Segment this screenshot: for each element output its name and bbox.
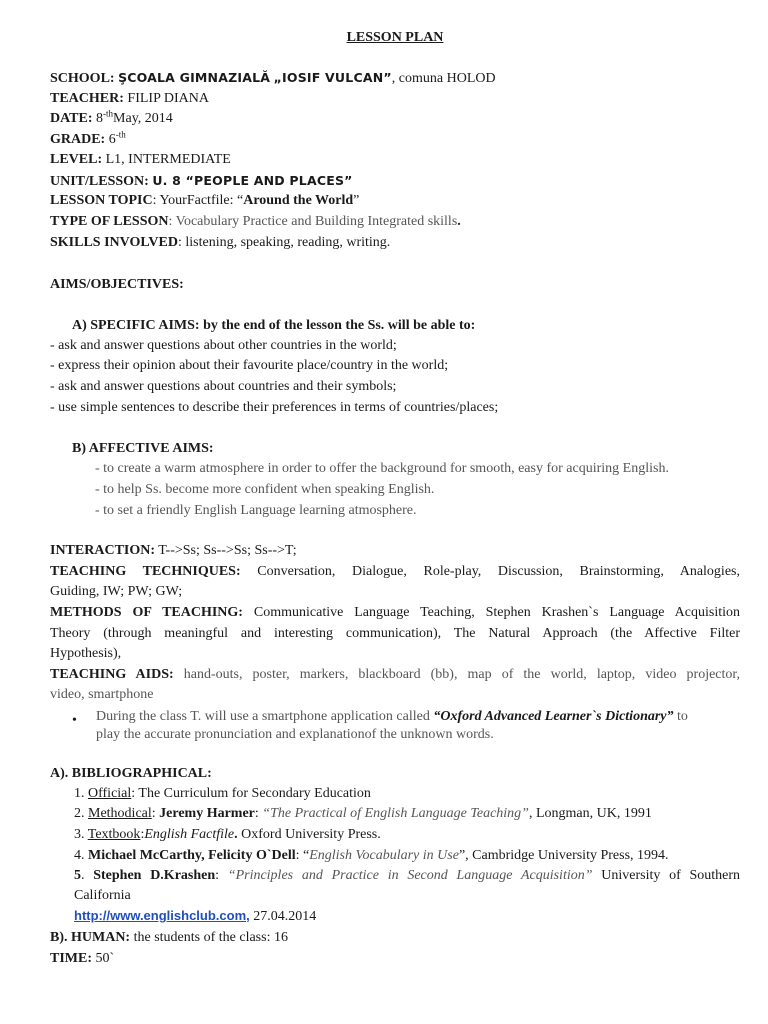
affective-aim-item: - to create a warm atmosphere in order to offer the background for smooth, easy for acquiring English. xyxy=(95,461,669,476)
school-quoted-name: „IOSIF VULCAN” xyxy=(273,70,392,85)
bib-title: “The Practical of English Language Teaching” xyxy=(262,806,529,821)
page-title: LESSON PLAN xyxy=(346,30,444,45)
methods-line-2: Theory (through meaningful and interesting communication), The Natural Approach (the Affective Filter xyxy=(50,626,740,641)
techniques-line-2: Guiding, IW; PW; GW; xyxy=(50,584,183,599)
aids-line-1 xyxy=(50,666,740,684)
aids-label: TEACHING AIDS: xyxy=(50,667,174,682)
bib-text: : The Curriculum for Secondary Education xyxy=(131,786,371,801)
bibliography-item-2 xyxy=(74,805,652,823)
lesson-type-line xyxy=(50,213,461,231)
bibliography-item-1 xyxy=(74,785,371,803)
bib-author: Stephen D.Krashen xyxy=(93,868,216,883)
aims-heading-text: AIMS/OBJECTIVES: xyxy=(50,277,184,292)
bib-number: 5 xyxy=(74,868,81,883)
techniques-text-1: Conversation, Dialogue, Role-play, Discussion, Brainstorming, Analogies, xyxy=(257,564,740,579)
specific-aims-heading-text: A) SPECIFIC AIMS: by the end of the lesson the Ss. will be able to: xyxy=(72,318,476,333)
affective-aim-item: - to set a friendly English Language learning atmosphere. xyxy=(95,503,417,518)
aids-text-1: hand-outs, poster, markers, blackboard (bb), map of the world, laptop, video projector, xyxy=(183,667,741,682)
school-label: SCHOOL: xyxy=(50,71,115,86)
school-line xyxy=(50,69,496,88)
grade-superscript: -th xyxy=(115,129,126,140)
techniques-label: TEACHING TECHNIQUES: xyxy=(50,564,241,579)
topic-bold: Around the World xyxy=(243,193,354,208)
unit-value: U. 8 “PEOPLE AND PLACES” xyxy=(152,173,353,188)
human-label: B). HUMAN: xyxy=(50,930,131,945)
bib-category: Methodical xyxy=(88,806,152,821)
bib-separator: . xyxy=(234,827,238,842)
specific-aim-item: - ask and answer questions about countries and their symbols; xyxy=(50,379,397,394)
bib-separator: : “ xyxy=(295,848,310,863)
bib-title: “Principles and Practice in Second Language Acquisition” xyxy=(227,868,593,883)
lesson-type-label: TYPE OF LESSON xyxy=(50,214,169,229)
teacher-value: FILIP DIANA xyxy=(127,91,209,106)
methods-text-1: Communicative Language Teaching, Stephen Krashen`s Language Acquisition xyxy=(253,605,740,620)
time-value: 50` xyxy=(92,951,115,966)
aids-bullet-app-name: “Oxford Advanced Learner`s Dictionary” xyxy=(433,709,674,724)
aids-bullet-line-1 xyxy=(96,708,688,726)
date-rest: May, 2014 xyxy=(113,111,173,126)
bibliography-item-4 xyxy=(74,847,669,865)
bib-author: Michael McCarthy, Felicity O`Dell xyxy=(88,848,296,863)
bib-number: 2. xyxy=(74,806,88,821)
bibliography-item-5 xyxy=(74,867,740,885)
bib-publisher: University of Southern xyxy=(592,868,741,883)
bib-category: Textbook xyxy=(87,827,141,842)
bib-publisher: Oxford University Press. xyxy=(237,827,381,842)
bib-publisher: ”, Cambridge University Press, 1994. xyxy=(458,848,669,863)
methods-label: METHODS OF TEACHING: xyxy=(50,605,243,620)
human-line xyxy=(50,929,288,947)
bib-number: 1. xyxy=(74,786,88,801)
grade-label: GRADE: xyxy=(50,132,106,147)
bibliography-item-5-line-2: California xyxy=(74,888,131,903)
aids-bullet-line-2: play the accurate pronunciation and explanationof the unknown words. xyxy=(96,727,494,742)
bullet-icon: • xyxy=(72,713,77,728)
grade-value: 6 xyxy=(108,132,116,147)
specific-aim-item: - express their opinion about their favourite place/country in the world; xyxy=(50,358,449,373)
bibliography-link-line xyxy=(74,907,316,926)
topic-line xyxy=(50,192,359,210)
level-value: L1, INTERMEDIATE xyxy=(105,152,231,167)
date-day: 8 xyxy=(96,111,104,126)
aids-bullet-text-2: to xyxy=(673,709,688,724)
bib-publisher: , Longman, UK, 1991 xyxy=(528,806,652,821)
lesson-type-dot: . xyxy=(457,214,461,229)
bibliography-item-3 xyxy=(74,826,381,844)
methods-line-3: Hypothesis), xyxy=(50,646,122,661)
bibliography-heading xyxy=(50,765,212,783)
school-name: ŞCOALA GIMNAZIALĂ xyxy=(118,70,271,85)
specific-aims-heading xyxy=(72,317,475,335)
skills-value: : listening, speaking, reading, writing. xyxy=(177,235,391,250)
methods-line-1 xyxy=(50,604,740,622)
bib-separator: : xyxy=(254,806,263,821)
topic-suffix: ” xyxy=(353,193,360,208)
topic-label: LESSON TOPIC xyxy=(50,193,153,208)
bib-category: Official xyxy=(88,786,132,801)
aims-heading xyxy=(50,276,184,294)
bib-author: Jeremy Harmer xyxy=(159,806,255,821)
bib-separator: : xyxy=(215,868,228,883)
grade-line xyxy=(50,131,126,149)
time-label: TIME: xyxy=(50,951,92,966)
date-superscript: -th xyxy=(103,108,114,119)
unit-label: UNIT/LESSON: xyxy=(50,174,149,189)
specific-aim-item: - ask and answer questions about other countries in the world; xyxy=(50,338,397,353)
teacher-line xyxy=(50,90,209,108)
human-value: the students of the class: 16 xyxy=(130,930,288,945)
unit-line xyxy=(50,172,353,191)
skills-label: SKILLS INVOLVED xyxy=(50,235,178,250)
bib-separator: . xyxy=(81,868,94,883)
lesson-type-value: : Vocabulary Practice and Building Integrated skills xyxy=(168,214,458,229)
aids-line-2: video, smartphone xyxy=(50,687,154,702)
teacher-label: TEACHER: xyxy=(50,91,124,106)
level-label: LEVEL: xyxy=(50,152,103,167)
bib-number: 3. xyxy=(74,827,88,842)
affective-aims-heading-text: B) AFFECTIVE AIMS: xyxy=(72,441,214,456)
aids-bullet-text-1: During the class T. will use a smartphone application called xyxy=(96,709,434,724)
topic-prefix: : YourFactfile: “ xyxy=(152,193,244,208)
school-location: , comuna HOLOD xyxy=(391,71,496,86)
techniques-line-1 xyxy=(50,563,740,581)
level-line xyxy=(50,151,231,169)
affective-aims-heading xyxy=(72,440,214,458)
interaction-line xyxy=(50,542,297,560)
interaction-value: T-->Ss; Ss-->Ss; Ss-->T; xyxy=(158,543,297,558)
bib-number: 4. xyxy=(74,848,88,863)
date-label: DATE: xyxy=(50,111,93,126)
affective-aim-item: - to help Ss. become more confident when speaking English. xyxy=(95,482,435,497)
website-date: 27.04.2014 xyxy=(249,909,317,924)
specific-aim-item: - use simple sentences to describe their preferences in terms of countries/places; xyxy=(50,400,499,415)
bib-title: English Vocabulary in Use xyxy=(309,848,459,863)
date-line xyxy=(50,110,173,128)
interaction-label: INTERACTION: xyxy=(50,543,156,558)
time-line xyxy=(50,950,114,968)
skills-line xyxy=(50,234,390,252)
bib-separator: : xyxy=(151,806,160,821)
bibliography-heading-text: A). BIBLIOGRAPHICAL: xyxy=(50,766,212,781)
website-link[interactable]: http://www.englishclub.com, xyxy=(74,908,250,923)
bib-separator: : xyxy=(140,827,145,842)
bib-title: English Factfile xyxy=(144,827,235,842)
